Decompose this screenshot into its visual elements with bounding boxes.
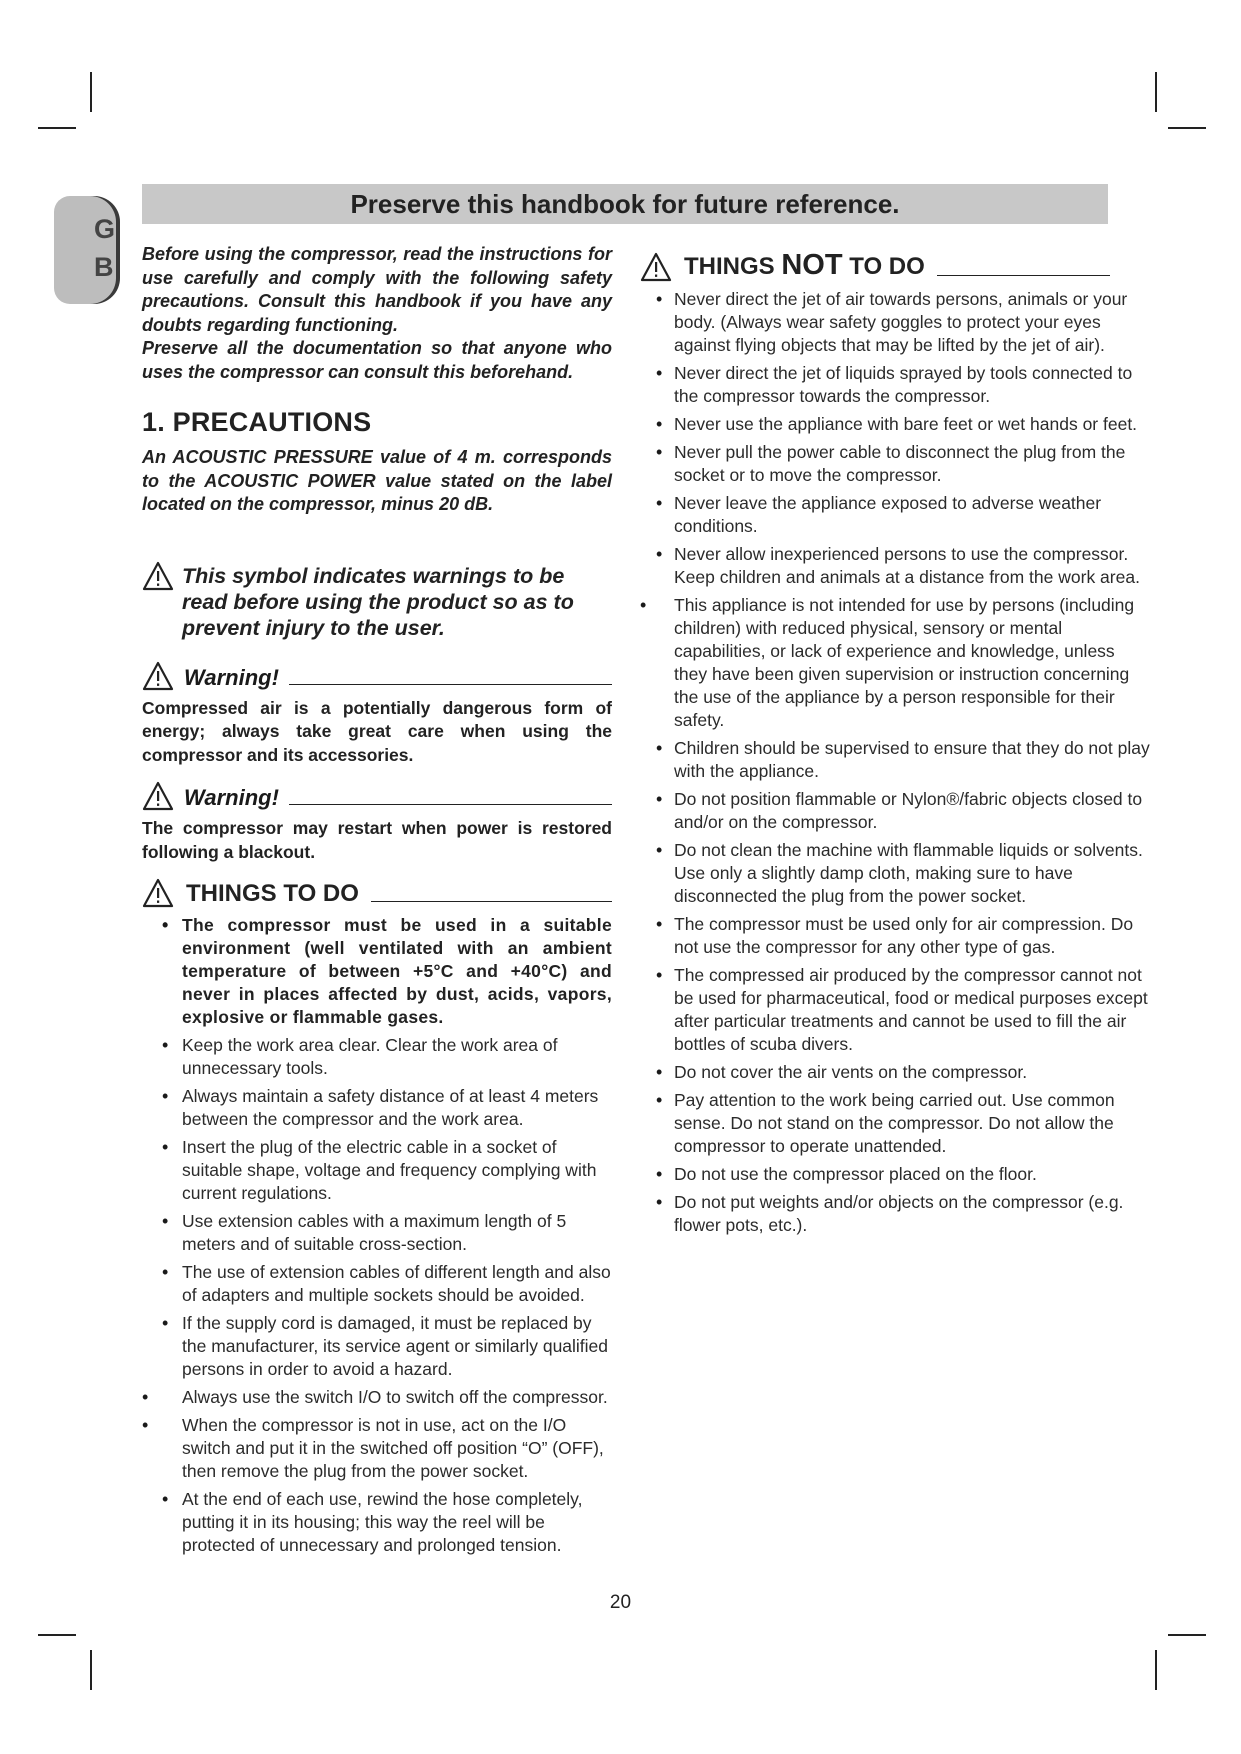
list-item: • Use extension cables with a maximum length of 5 meters and of suitable cross-section.	[162, 1210, 612, 1256]
list-item: • Always maintain a safety distance of at least 4 meters between the compressor and the work area.	[162, 1085, 612, 1131]
crop-mark	[90, 72, 92, 112]
list-item: • Pay attention to the work being carried out. Use common sense. Do not stand on the compressor. Do not allow the compressor to operate unattended.	[656, 1089, 1150, 1158]
title-part-to-do: TO DO	[842, 253, 925, 280]
list-item: • Do not position flammable or Nylon®/fabric objects closed to and/or on the compressor.	[656, 788, 1150, 834]
precautions-heading: 1. PRECAUTIONS	[142, 407, 372, 437]
things-not-to-do-heading	[640, 249, 1150, 282]
warning-triangle-icon	[640, 252, 672, 282]
list-item: • Never use the appliance with bare feet or wet hands or feet.	[656, 413, 1150, 436]
right-column	[640, 243, 1150, 1242]
page-number: 20	[609, 1592, 632, 1613]
list-item: • Do not cover the air vents on the compressor.	[656, 1061, 1150, 1084]
list-item: • Never leave the appliance exposed to adverse weather conditions.	[656, 492, 1150, 538]
list-item: • This appliance is not intended for use by persons (including children) with reduced physical, sensory or mental capabilities, or lack of experience and knowledge, unless they have been given supervision or instruction concerning the use of the appliance by a person responsible for their safety.	[640, 594, 1150, 732]
symbol-explanation-text	[182, 563, 612, 641]
warning-triangle-icon	[142, 661, 174, 691]
language-tab	[54, 196, 120, 304]
list-item: • The compressed air produced by the compressor cannot not be used for pharmaceutical, food or medical purposes except after particular treatments and cannot be used to fill the air bottles of scuba divers.	[656, 964, 1150, 1056]
warning-body: The compressor may restart when power is restored following a blackout.	[142, 818, 612, 862]
heading-rule	[289, 684, 612, 685]
list-item: • The compressor must be used in a suitable environment (well ventilated with an ambient temperature of between +5°C and +40°C) and never in places affected by dust, acids, vapors, explosive or flammable gases.	[162, 914, 612, 1029]
warning-title: Warning!	[184, 664, 279, 690]
crop-mark	[1155, 1650, 1157, 1690]
warning-triangle-icon	[142, 781, 174, 811]
intro-paragraph-1: Before using the compressor, read the instructions for use carefully and comply with the following safety precautions. Consult this handbook if you have any doubts regarding functioning.	[142, 244, 612, 335]
list-item: • Do not clean the machine with flammable liquids or solvents. Use only a slightly damp cloth, making sure to have disconnected the plug from the power socket.	[656, 839, 1150, 908]
left-column	[142, 243, 612, 1562]
warning-triangle-icon	[142, 561, 174, 591]
warning-heading	[142, 661, 612, 691]
list-item: • Never direct the jet of air towards persons, animals or your body. (Always wear safety goggles to protect your eyes against flying objects that may be lifted by the jet of air).	[656, 288, 1150, 357]
list-item: • Never pull the power cable to disconnect the plug from the socket or to move the compressor.	[656, 441, 1150, 487]
heading-rule	[937, 275, 1110, 276]
list-item: • Children should be supervised to ensure that they do not play with the appliance.	[656, 737, 1150, 783]
language-tab-letter-g: G	[94, 214, 116, 244]
things-not-to-do-title	[684, 249, 925, 282]
crop-mark	[1168, 127, 1206, 129]
things-not-to-do-list	[640, 288, 1150, 1237]
list-item: • When the compressor is not in use, act on the I/O switch and put it in the switched off position “O” (OFF), then remove the plug from the power socket.	[142, 1414, 612, 1483]
things-to-do-title: THINGS TO DO	[186, 880, 359, 907]
title-part-things: THINGS	[684, 253, 782, 280]
list-item: • At the end of each use, rewind the hose completely, putting it in its housing; this way the reel will be protected of unnecessary and prolonged tension.	[162, 1488, 612, 1557]
warning-heading	[142, 781, 612, 811]
heading-rule	[371, 901, 612, 902]
list-item: • Insert the plug of the electric cable in a socket of suitable shape, voltage and frequency complying with current regulations.	[162, 1136, 612, 1205]
list-item: • Do not use the compressor placed on the floor.	[656, 1163, 1150, 1186]
warning-triangle-icon	[142, 878, 174, 908]
header-banner: Preserve this handbook for future reference.	[142, 184, 1108, 224]
list-item: • Never direct the jet of liquids sprayed by tools connected to the compressor towards the compressor.	[656, 362, 1150, 408]
acoustic-note: An ACOUSTIC PRESSURE value of 4 m. corresponds to the ACOUSTIC POWER value stated on the label located on the compressor, minus 20 dB.	[142, 447, 612, 514]
symbol-explanation	[142, 563, 612, 657]
list-item: • Always use the switch I/O to switch off the compressor.	[142, 1386, 612, 1409]
list-item: • The compressor must be used only for air compression. Do not use the compressor for any other type of gas.	[656, 913, 1150, 959]
things-to-do-heading	[142, 878, 612, 908]
warning-title: Warning!	[184, 785, 279, 810]
list-item: • The use of extension cables of different length and also of adapters and multiple sockets should be avoided.	[162, 1261, 612, 1307]
symbol-explanation-label: This symbol indicates warnings to be read before using the product so as to prevent injury to the user.	[182, 563, 574, 640]
title-part-not: NOT	[781, 249, 843, 281]
intro-paragraph-2: Preserve all the documentation so that anyone who uses the compressor can consult this beforehand.	[142, 338, 612, 382]
list-item: • Keep the work area clear. Clear the work area of unnecessary tools.	[162, 1034, 612, 1080]
crop-mark	[90, 1650, 92, 1690]
language-tab-letter-b: B	[94, 252, 114, 282]
list-item: • Do not put weights and/or objects on the compressor (e.g. flower pots, etc.).	[656, 1191, 1150, 1237]
list-item: • Never allow inexperienced persons to use the compressor. Keep children and animals at a distance from the work area.	[656, 543, 1150, 589]
heading-rule	[289, 804, 612, 805]
crop-mark	[1155, 72, 1157, 112]
crop-mark	[38, 127, 76, 129]
crop-mark	[38, 1634, 76, 1636]
crop-mark	[1168, 1634, 1206, 1636]
things-to-do-list	[142, 914, 612, 1557]
warning-body: Compressed air is a potentially dangerous form of energy; always take great care when using the compressor and its accessories.	[142, 697, 612, 765]
list-item: • If the supply cord is damaged, it must be replaced by the manufacturer, its service agent or similarly qualified persons in order to avoid a hazard.	[162, 1312, 612, 1381]
